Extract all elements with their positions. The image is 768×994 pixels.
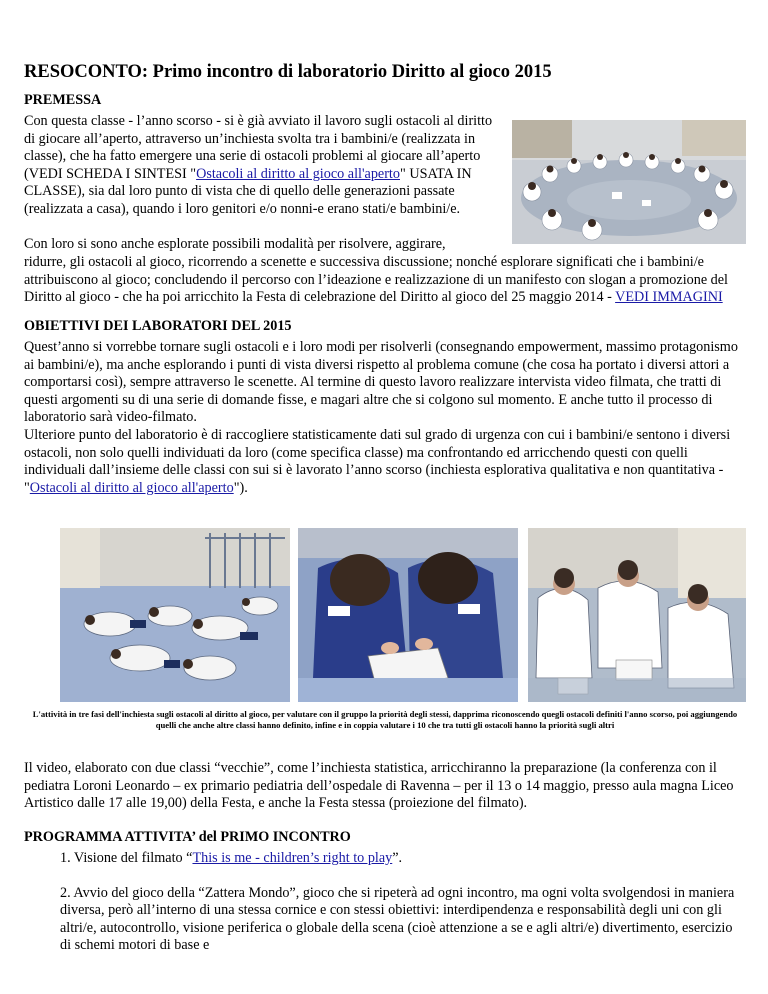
page-title: RESOCONTO: Primo incontro di laboratorio Diritto al gioco 2015 — [24, 62, 552, 82]
video-paragraph: Il video, elaborato con due classi “vecchie”, come l’inchiesta statistica, arricchiranno la preparazione (la conferenza con il pediatra Loroni Leonardo – ex primario pediatria dell’ospedale di Ravenna – per il 13 o 14 maggio, presso aula magna Liceo Artistico dalle 17 alle 19,00) della Festa, e anche la Festa stessa (proiezione del filmato). — [24, 760, 734, 812]
premessa-text-1: Con questa classe - l’anno scorso - si è già avviato il lavoro sugli ostacoli al diritto di giocare all’aperto, attraverso un’inchiesta svolta tra i bambini/e (realizzata in classe), che ha fatto emergere una serie di ostacoli problemi al giocare all’aperto (VEDI SCHEDA I SINTESI " — [24, 113, 493, 182]
link-ostacoli-diritto-gioco-2[interactable]: Ostacoli al diritto al gioco all'aperto — [29, 479, 234, 496]
list-item: 2. Avvio del gioco della “Zattera Mondo”, gioco che si ripeterà ad ogni incontro, ma ogni volta svolgendosi in maniera diversa, però all’interno di una stessa cornice e con stessi obiettivi: interdipendenza e responsabilità degli uni con gli altri/e, autocontrollo, visione periferica o globale della scena (cioè attenzione a se e agli altri/e) divertimento, esercizio di schemi motori di base e — [60, 884, 735, 954]
photo-caption: L'attività in tre fasi dell'inchiesta sugli ostacoli al diritto al gioco, per valutare con il gruppo la priorità degli stessi, dapprima riconoscendo quegli ostacoli definiti l'anno scorso, poi aggiungendo quelli che anche altre classi hanno definito, infine e in coppia valutare i 10 che tra tutti gli ostacoli hanno la priorità sugli altri — [32, 709, 738, 730]
obiettivi-paragraph-1: Quest’anno si vorrebbe tornare sugli ostacoli e i loro modi per risolverli (consegnando empowerment, massimo protagonismo ai bambini/e), ma anche esplorando i punti di vista diversi rispetto al problema comune (che cosa ha portato i diversi attori a comportarsi così), sempre attraverso le scenette. Al termine di questo lavoro realizzare intervista video filmata, che tratti di questi argomenti su di una serie di domande fisse, e magari altre che si colgono sul momento. E anche tutto il processo di laboratorio sarà video-filmato. — [24, 339, 738, 426]
obiettivi-text-2-end: "). — [233, 479, 248, 496]
premessa-paragraph-1 — [24, 113, 494, 219]
link-ostacoli-diritto-gioco[interactable]: Ostacoli al diritto al gioco all'aperto — [196, 165, 400, 182]
obiettivi-text-2: Ulteriore punto del laboratorio è di raccogliere statisticamente dati sul grado di urgenza con cui i bambini/e sentono i diversi ostacoli, non solo quelli individuati da loro (come specifica classe) ma confrontando ed arricchendo questi con quelli individuali dall’insieme delle classi con sui si è lavorato l’anno scorso (inchiesta esplorativa qualitativa e non quantitativa - " — [24, 427, 731, 496]
photo-circle-of-children — [512, 120, 746, 244]
obiettivi-paragraph-2 — [24, 427, 746, 497]
section-heading-programma: PROGRAMMA ATTIVITA’ del PRIMO INCONTRO — [24, 829, 351, 845]
programma-list — [24, 850, 746, 955]
premessa-text-3: ridurre, gli ostacoli al gioco, ricorrendo a scenette e successiva discussione; nonché esplorare significati che i bambini/e attribuiscono al gioco; concludendo il percorso con l’ideazione e realizzazione di un manifesto con slogan a promozione del Diritto al gioco - che ha poi arricchito la Festa di celebrazione del Diritto al gioco del 25 maggio 2014 - — [24, 254, 728, 306]
item1-suffix: ”. — [392, 850, 403, 866]
item1-prefix: 1. Visione del filmato “ — [60, 850, 193, 866]
photo-group-discussion — [528, 528, 746, 702]
link-vedi-immagini[interactable]: VEDI IMMAGINI — [615, 289, 723, 306]
list-item — [24, 850, 746, 868]
premessa-paragraph-2a: Con loro si sono anche esplorate possibili modalità per risolvere, aggirare, — [24, 236, 446, 252]
premessa-paragraph-2b — [24, 254, 746, 307]
section-heading-obiettivi: OBIETTIVI DEI LABORATORI DEL 2015 — [24, 318, 292, 334]
link-this-is-me-video[interactable]: This is me - children’s right to play — [192, 850, 393, 866]
photo-children-on-floor — [60, 528, 290, 702]
premessa-text-2: " USATA IN CLASSE), sia dal loro punto di vista che di quello delle generazioni passate (realizzata a casa), quando i loro genitori e/o nonni-e erano stati/e bambini/e. — [24, 165, 472, 217]
section-heading-premessa: PREMESSA — [24, 92, 102, 108]
photo-two-children-writing — [298, 528, 518, 702]
